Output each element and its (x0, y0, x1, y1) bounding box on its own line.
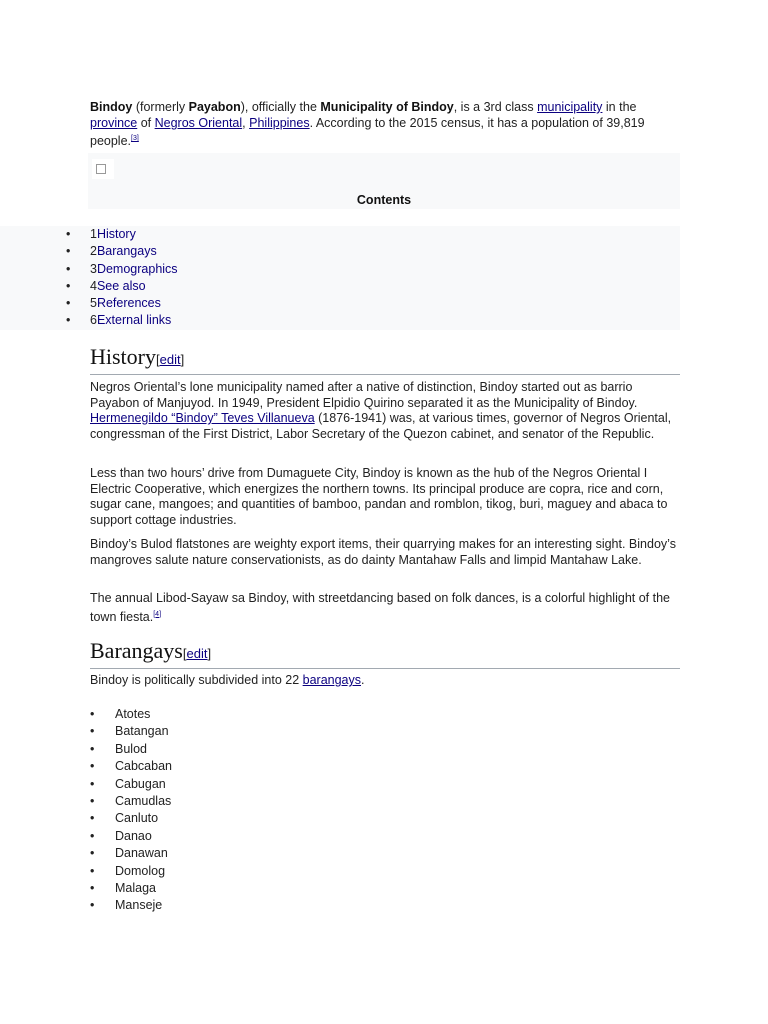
history-paragraph-1 (90, 380, 680, 442)
list-item: • Canluto (90, 810, 172, 827)
edit-bracket: ] (207, 646, 212, 661)
paragraph-text: The annual Libod-Sayaw sa Bindoy, with streetdancing based on folk dances, is a colorful highlight of the town fiesta. (90, 591, 670, 624)
toc-item-number: 2 (90, 244, 97, 259)
lead-text: , is a 3rd class (453, 100, 538, 114)
citation-link[interactable]: [4] (153, 610, 162, 618)
list-item: • Cabugan (90, 776, 172, 793)
edit-section (183, 646, 211, 661)
edit-bracket: [ (182, 646, 187, 661)
link-municipality[interactable]: municipality (537, 100, 603, 114)
toc-title: Contents (356, 193, 412, 207)
list-item: • Cabcaban (90, 758, 172, 775)
link-negros-oriental[interactable]: Negros Oriental (154, 116, 243, 130)
list-item: • Danao (90, 828, 172, 845)
toc-item-number: 4 (90, 278, 97, 293)
paragraph-text: . (361, 673, 365, 687)
toc-item-number: 6 (90, 313, 97, 328)
lead-text: in the (602, 100, 637, 114)
toc-item-label[interactable]: History (96, 227, 136, 241)
toc-container (88, 153, 680, 209)
checkbox-icon (96, 164, 106, 174)
article-name: Bindoy (90, 100, 133, 114)
former-name: Payabon (188, 100, 241, 114)
list-item: • Domolog (90, 863, 172, 880)
toc-item-number: 3 (90, 261, 97, 276)
paragraph-text: (1876-1941) was, at various times, governor of Negros Oriental, congressman of the First District, Labor Secretary of the Quezon cabinet, and senator of the Republic. (90, 411, 672, 441)
toc-toggle-checkbox[interactable] (92, 159, 114, 179)
toc-item[interactable] (0, 226, 680, 243)
paragraph-text: Bindoy is politically subdivided into 22 (90, 673, 303, 687)
toc-item-label[interactable]: References (96, 296, 161, 311)
citation-link[interactable]: [3] (131, 135, 139, 142)
section-heading-history (90, 344, 680, 375)
lead-paragraph (90, 99, 680, 149)
official-name: Municipality of Bindoy (320, 100, 454, 114)
toc-item[interactable] (0, 312, 680, 329)
edit-link-barangays[interactable]: edit (186, 646, 208, 661)
lead-text: of (137, 116, 155, 130)
toc-item-label[interactable]: Demographics (96, 261, 178, 276)
toc-item-label[interactable]: External links (96, 313, 172, 328)
list-item: • Manseje (90, 897, 172, 914)
barangays-intro (90, 673, 680, 689)
barangay-list (90, 706, 172, 915)
lead-text: . According to the 2015 census, it has a population of 39,819 people. (90, 116, 645, 149)
link-barangays[interactable]: barangays (302, 673, 361, 687)
history-paragraph-3: Bindoy’s Bulod flatstones are weighty export items, their quarrying makes for an interesting sight. Bindoy’s mangroves salute nature conservationists, as do dainty Mantahaw Falls and limpid Mantahaw Lake. (90, 537, 676, 567)
section-heading-barangays (90, 638, 680, 669)
link-province[interactable]: province (90, 116, 138, 130)
list-item: • Atotes (90, 706, 172, 723)
list-item: • Danawan (90, 845, 172, 862)
toc-item[interactable] (0, 243, 680, 260)
toc-list (0, 226, 680, 330)
link-philippines[interactable]: Philippines (249, 116, 310, 130)
heading-text: Barangays (90, 638, 183, 663)
toc-item[interactable] (0, 278, 680, 295)
link-hermenegildo[interactable]: Hermenegildo “Bindoy” Teves Villanueva (90, 411, 315, 425)
lead-text: , (242, 116, 250, 130)
toc-item[interactable] (0, 261, 680, 278)
toc-item[interactable] (0, 295, 680, 312)
history-paragraph-2: Less than two hours’ drive from Dumaguete City, Bindoy is known as the hub of the Negros Oriental I Electric Cooperative, which energizes the northern towns. Its principal produce are copra, rice and corn, sugar cane, mangoes; and quantities of bamboo, pandan and romblon, tikog, buri, maguey and abaca to support cottage industries. (90, 466, 668, 527)
edit-link-history[interactable]: edit (159, 352, 181, 367)
list-item: • Malaga (90, 880, 172, 897)
list-item: • Camudlas (90, 793, 172, 810)
lead-text: (formerly (132, 100, 189, 114)
toc-item-label[interactable]: Barangays (96, 244, 157, 259)
edit-bracket: ] (180, 352, 185, 367)
lead-text: ), officially the (240, 100, 321, 114)
toc-item-number: 1 (90, 227, 97, 241)
heading-text: History (90, 344, 156, 369)
list-item: • Bulod (90, 741, 172, 758)
edit-bracket: [ (156, 352, 160, 367)
toc-item-number: 5 (90, 296, 97, 311)
list-item: • Batangan (90, 723, 172, 740)
history-paragraph-4 (90, 591, 680, 625)
toc-item-label[interactable]: See also (96, 278, 146, 293)
edit-section (156, 352, 184, 367)
paragraph-text: Negros Oriental’s lone municipality named after a native of distinction, Bindoy started out as barrio Payabon of Manjuyod. In 1949, President Elpidio Quirino separated it as the Municipality of Bindoy. (90, 380, 638, 410)
